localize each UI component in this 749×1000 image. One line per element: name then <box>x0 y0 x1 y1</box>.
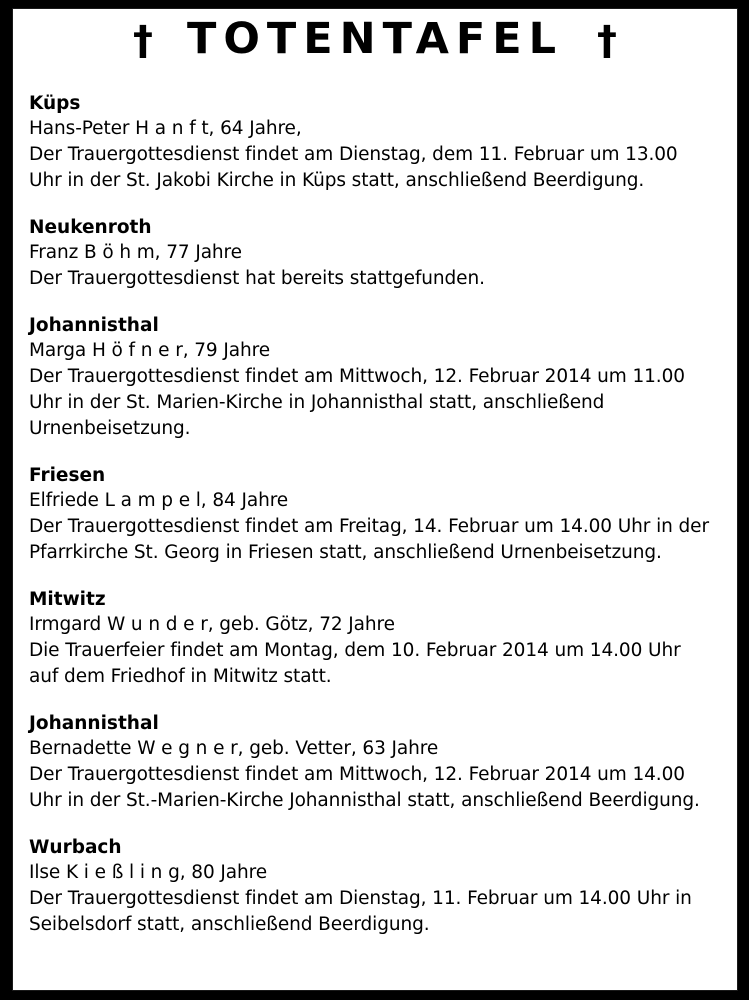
notice-text-line: Die Trauerfeier findet am Montag, dem 10. Februar 2014 um 14.00 Uhr <box>29 640 681 661</box>
notice-entry <box>29 587 721 690</box>
notice-place-heading: Neukenroth <box>29 217 152 238</box>
notice-place-heading: Johannisthal <box>29 713 159 734</box>
cross-icon-left: † <box>133 17 153 64</box>
notice-text-line: Ilse K i e ß l i n g, 80 Jahre <box>29 862 267 883</box>
notice-text-line: Der Trauergottesdienst hat bereits stattgefunden. <box>29 268 485 289</box>
notice-text-line: Marga H ö f n e r, 79 Jahre <box>29 340 270 361</box>
notice-text-line: Bernadette W e g n e r, geb. Vetter, 63 Jahre <box>29 738 439 759</box>
notice-text-line: Uhr in der St. Jakobi Kirche in Küps statt, anschließend Beerdigung. <box>29 170 645 191</box>
notice-text-line: Der Trauergottesdienst findet am Freitag, 14. Februar um 14.00 Uhr in der <box>29 516 709 537</box>
notice-text-line: Der Trauergottesdienst findet am Mittwoch, 12. Februar 2014 um 11.00 <box>29 366 685 387</box>
notice-text-line: auf dem Friedhof in Mitwitz statt. <box>29 666 332 687</box>
notice-text-line: Uhr in der St. Marien-Kirche in Johannisthal statt, anschließend <box>29 392 605 413</box>
notice-text-line: Der Trauergottesdienst findet am Dienstag, dem 11. Februar um 13.00 <box>29 144 678 165</box>
notice-text-line: Urnenbeisetzung. <box>29 418 191 439</box>
notice-list <box>13 72 737 938</box>
notice-text-line: Pfarrkirche St. Georg in Friesen statt, anschließend Urnenbeisetzung. <box>29 542 662 563</box>
notice-text-line: Franz B ö h m, 77 Jahre <box>29 242 242 263</box>
masthead <box>13 9 737 72</box>
notice-text-line: Der Trauergottesdienst findet am Dienstag, 11. Februar um 14.00 Uhr in <box>29 888 692 909</box>
notice-entry <box>29 313 721 442</box>
notice-text-line: Der Trauergottesdienst findet am Mittwoch, 12. Februar 2014 um 14.00 <box>29 764 685 785</box>
notice-entry <box>29 215 721 292</box>
notice-sheet <box>12 8 738 991</box>
notice-text-line: Irmgard W u n d e r, geb. Götz, 72 Jahre <box>29 614 395 635</box>
notice-text-line: Hans-Peter H a n f t, 64 Jahre, <box>29 118 302 139</box>
notice-place-heading: Wurbach <box>29 837 122 858</box>
cross-icon-right: † <box>597 17 617 64</box>
notice-entry <box>29 91 721 194</box>
notice-text-line: Seibelsdorf statt, anschließend Beerdigung. <box>29 914 430 935</box>
page-title: TOTENTAFEL <box>187 14 563 64</box>
notice-text-line: Uhr in der St.-Marien-Kirche Johannisthal statt, anschließend Beerdigung. <box>29 790 700 811</box>
notice-text-line: Elfriede L a m p e l, 84 Jahre <box>29 490 289 511</box>
notice-place-heading: Mitwitz <box>29 589 106 610</box>
notice-entry <box>29 835 721 938</box>
notice-place-heading: Küps <box>29 93 81 114</box>
notice-place-heading: Friesen <box>29 465 106 486</box>
notice-entry <box>29 463 721 566</box>
notice-entry <box>29 711 721 814</box>
notice-place-heading: Johannisthal <box>29 315 159 336</box>
